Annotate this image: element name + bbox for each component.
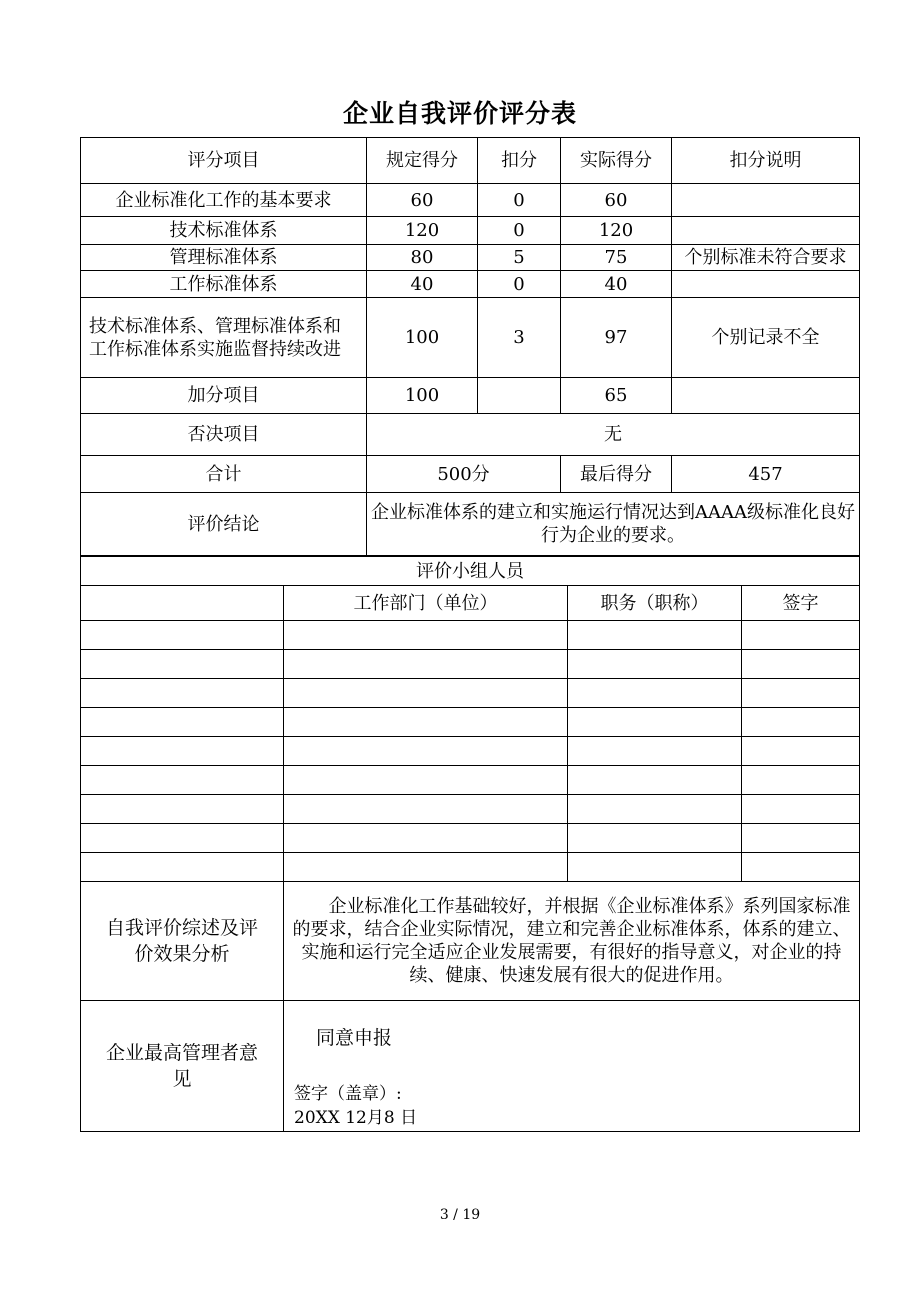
veto-label: 否决项目 [81,414,367,456]
conclusion-label: 评价结论 [81,493,367,556]
management-opinion: 同意申报 [316,1027,393,1049]
row-item: 管理标准体系 [81,245,367,271]
team-row [81,650,860,679]
conclusion-row [81,493,860,556]
row-deduct: 3 [478,298,561,378]
total-label: 合计 [81,456,367,493]
header-set-score: 规定得分 [367,138,478,184]
row-actual-score: 75 [561,245,672,271]
row-item: 企业标准化工作的基本要求 [81,184,367,217]
table-row [81,271,860,298]
bonus-label: 加分项目 [81,378,367,414]
team-title-row [81,557,860,586]
total-row [81,456,860,493]
team-row [81,766,860,795]
team-header-blank [81,586,284,621]
bonus-note [672,378,860,414]
management-cell [284,1001,860,1132]
bonus-deduct [478,378,561,414]
row-actual-score: 97 [561,298,672,378]
team-title: 评价小组人员 [81,557,860,586]
header-item: 评分项目 [81,138,367,184]
row-set-score: 100 [367,298,478,378]
row-actual-score: 120 [561,217,672,245]
team-header-position: 职务（职称） [568,586,742,621]
header-deduct: 扣分 [478,138,561,184]
row-actual-score: 60 [561,184,672,217]
self-eval-row [81,882,860,1001]
total-value: 500分 [367,456,561,493]
page-number: 3 / 19 [439,1207,481,1223]
table-row [81,298,860,378]
management-label [81,1001,284,1132]
table-row [81,217,860,245]
row-item [81,298,367,378]
row-note [672,271,860,298]
row-set-score: 60 [367,184,478,217]
conclusion-text: 企业标准体系的建立和实施运行情况达到AAAA级标准化良好行为企业的要求。 [367,493,860,556]
row-actual-score: 40 [561,271,672,298]
row-deduct: 5 [478,245,561,271]
self-eval-label [81,882,284,1001]
row-deduct: 0 [478,271,561,298]
row-set-score: 80 [367,245,478,271]
self-eval-text: 企业标准化工作基础较好，并根据《企业标准体系》系列国家标准的要求，结合企业实际情况，建立和完善企业标准体系，体系的建立、实施和运行完全适应企业发展需要，有很好的指导意义，对企业的持续、健康、快速发展有很大的促进作用。 [284,882,860,1001]
bonus-set-score: 100 [367,378,478,414]
row-note: 个别记录不全 [672,298,860,378]
header-deduct-note: 扣分说明 [672,138,860,184]
header-row [81,138,860,184]
final-score-value: 457 [672,456,860,493]
table-row [81,245,860,271]
row-deduct: 0 [478,184,561,217]
row-set-score: 120 [367,217,478,245]
team-row [81,824,860,853]
management-row [81,1001,860,1132]
team-row [81,621,860,650]
team-header-department: 工作部门（单位） [284,586,568,621]
bonus-row [81,378,860,414]
table-row [81,184,860,217]
team-row [81,708,860,737]
self-eval-label-text: 自我评价综述及评价效果分析 [105,917,258,965]
score-table [80,137,860,556]
page-title: 企业自我评价评分表 [342,99,577,128]
team-header-signature: 签字 [742,586,860,621]
row-item: 技术标准体系 [81,217,367,245]
row-note [672,217,860,245]
row-item: 工作标准体系 [81,271,367,298]
management-sign: 签字（盖章）: [294,1084,402,1104]
final-score-label: 最后得分 [561,456,672,493]
team-row [81,853,860,882]
header-actual-score: 实际得分 [561,138,672,184]
row-item-text: 技术标准体系、管理标准体系和工作标准体系实施监督持续改进 [89,315,341,360]
management-label-text: 企业最高管理者意见 [105,1042,258,1090]
row-note: 个别标准未符合要求 [672,245,860,271]
team-header-row [81,586,860,621]
row-note [672,184,860,217]
management-date: 20XX 12月8 日 [294,1108,418,1128]
team-row [81,679,860,708]
veto-row [81,414,860,456]
team-row [81,737,860,766]
row-deduct: 0 [478,217,561,245]
team-row [81,795,860,824]
veto-value: 无 [367,414,860,456]
row-set-score: 40 [367,271,478,298]
team-table [80,556,860,1132]
bonus-actual-score: 65 [561,378,672,414]
